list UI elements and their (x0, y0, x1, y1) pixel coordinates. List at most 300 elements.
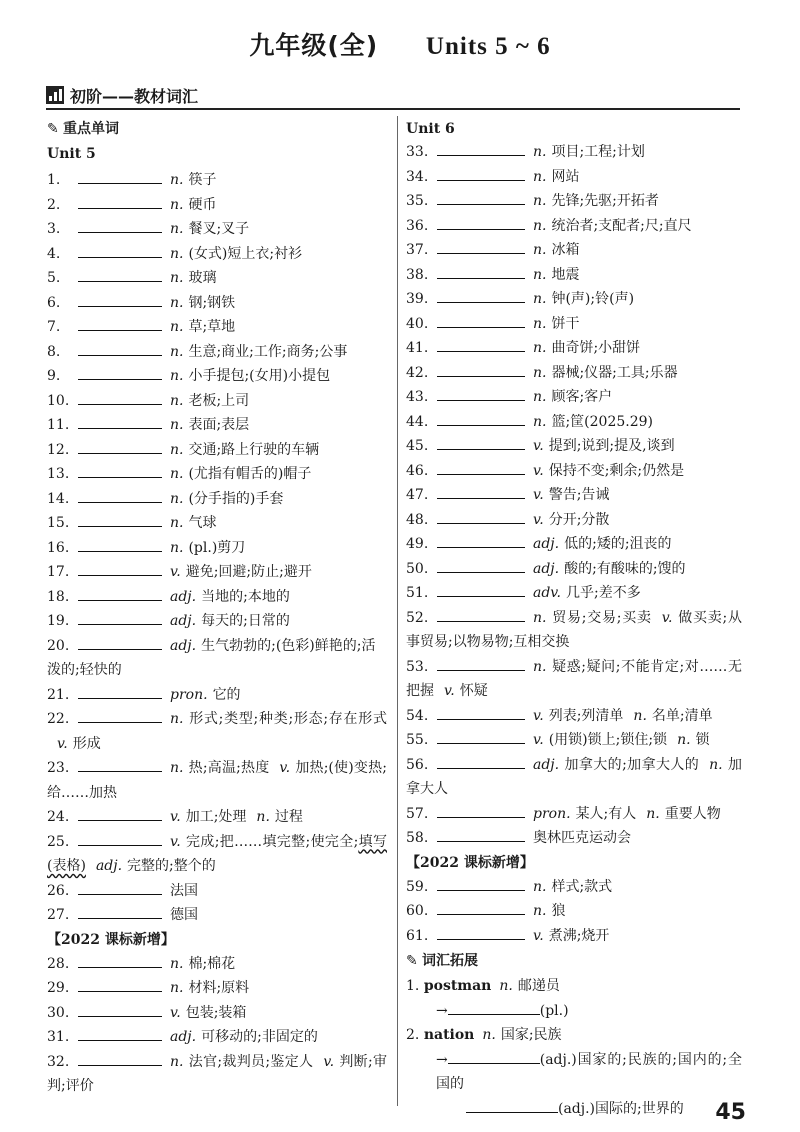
extension-derivative: → (adj.)国家的;民族的;国内的;全国的 (406, 1048, 742, 1097)
answer-blank[interactable] (437, 435, 525, 450)
item-number: 27. (47, 907, 70, 923)
definition: 生意;商业;工作;商务;公事 (188, 343, 348, 360)
definition: 统治者;支配者;尺;直尺 (551, 217, 692, 234)
answer-blank[interactable] (448, 1000, 540, 1015)
word-row (406, 385, 742, 410)
word-row (406, 312, 742, 337)
answer-blank[interactable] (78, 806, 162, 821)
new-words-label: 【2022 课标新增】 (47, 931, 175, 948)
item-number: 7. (47, 319, 61, 335)
right-column (406, 118, 742, 1121)
part-of-speech: n. (170, 515, 184, 531)
word-row (406, 140, 742, 165)
word-row (47, 560, 387, 585)
item-number: 43. (406, 389, 429, 405)
answer-blank[interactable] (437, 215, 525, 230)
definition: 餐叉;叉子 (188, 221, 250, 237)
definition: 地震 (551, 266, 580, 283)
definition: 判断;审判;评价 (47, 1053, 387, 1094)
word-row (406, 459, 742, 484)
part-of-speech: v. (170, 564, 181, 580)
word-row (47, 462, 387, 487)
word-row (47, 952, 387, 977)
word-row (406, 899, 742, 924)
item-number: 20. (47, 637, 70, 654)
answer-blank[interactable] (78, 292, 162, 307)
item-number: 35. (406, 193, 429, 209)
answer-blank[interactable] (78, 831, 162, 846)
units-title: Units 5 ~ 6 (425, 33, 551, 60)
definition: 棉;棉花 (188, 955, 236, 972)
answer-blank[interactable] (78, 218, 162, 233)
word-row (406, 826, 742, 851)
answer-blank[interactable] (437, 827, 525, 842)
item-number: 57. (406, 805, 429, 822)
word-row (406, 753, 742, 802)
part-of-speech: pron. (533, 805, 571, 822)
item-number: 41. (406, 340, 429, 356)
definition: 重要人物 (664, 805, 721, 822)
item-number: 15. (47, 515, 70, 531)
answer-blank[interactable] (437, 509, 525, 524)
left-word-list (47, 168, 387, 928)
answer-blank[interactable] (437, 754, 525, 769)
part-of-speech: n. (170, 490, 184, 507)
item-number: 17. (47, 564, 70, 580)
definition: 曲奇饼;小甜饼 (551, 340, 641, 356)
part-of-speech: n. (533, 266, 547, 283)
item-number: 54. (406, 707, 429, 724)
item-number: 47. (406, 487, 429, 503)
answer-blank[interactable] (78, 512, 162, 527)
answer-blank[interactable] (437, 558, 525, 573)
part-of-speech: n. (533, 364, 547, 381)
item-number: 31. (47, 1029, 70, 1045)
part-of-speech: n. (677, 732, 691, 748)
part-of-speech: n. (170, 172, 184, 188)
definition: 警告;告诫 (548, 487, 610, 503)
word-row (406, 214, 742, 239)
definition: 草;草地 (188, 319, 236, 335)
part-of-speech: v. (533, 732, 544, 748)
part-of-speech: n. (170, 245, 184, 262)
part-of-speech: n. (170, 368, 184, 384)
word-row (406, 263, 742, 288)
part-of-speech: v. (533, 511, 544, 528)
word-row (47, 683, 387, 708)
item-number: 40. (406, 315, 429, 332)
answer-blank[interactable] (437, 337, 525, 352)
item-number: 51. (406, 585, 429, 601)
bar-chart-icon (46, 86, 64, 104)
answer-blank[interactable] (78, 904, 162, 919)
item-number: 38. (406, 266, 429, 283)
part-of-speech: n. (170, 466, 184, 482)
part-of-speech: n. (533, 413, 547, 430)
part-of-speech: v. (533, 707, 544, 724)
answer-blank[interactable] (78, 586, 162, 601)
part-of-speech: v. (279, 760, 291, 776)
definition: (尤指有帽舌的)帽子 (188, 466, 312, 482)
word-row (406, 361, 742, 386)
part-of-speech: n. (170, 539, 184, 556)
part-of-speech: v. (170, 833, 181, 850)
part-of-speech: pron. (170, 686, 208, 703)
definition: 疑惑;疑问;不能肯定;对……无把握 (406, 658, 742, 699)
word-row (47, 707, 387, 756)
part-of-speech: n. (533, 291, 547, 307)
item-number: 19. (47, 613, 70, 629)
item-number: 37. (406, 242, 429, 258)
item-number: 49. (406, 536, 429, 552)
item-number: 58. (406, 830, 429, 846)
item-number: 59. (406, 878, 429, 895)
definition: 表面;表层 (188, 417, 250, 433)
unit-5-label: Unit 5 (47, 146, 96, 162)
answer-blank[interactable] (437, 264, 525, 279)
definition: 顾客;客户 (551, 389, 613, 405)
answer-blank[interactable] (78, 1002, 162, 1017)
part-of-speech: n. (170, 955, 184, 972)
definition: 饼干 (551, 315, 580, 332)
word-row (47, 536, 387, 561)
word-row (47, 634, 387, 683)
word-row (47, 903, 387, 928)
answer-blank[interactable] (437, 803, 525, 818)
answer-blank[interactable] (437, 313, 525, 328)
definition: (用锁)锁上;锁住;锁 (548, 732, 668, 748)
word-row (47, 976, 387, 1001)
part-of-speech: n. (533, 193, 547, 209)
word-row (406, 165, 742, 190)
definition: 可移动的;非固定的 (201, 1029, 318, 1045)
part-of-speech: n. (170, 343, 184, 360)
item-number: 4. (47, 245, 61, 262)
answer-blank[interactable] (437, 705, 525, 720)
definition-emphasis: 填写(表格) (47, 833, 387, 874)
answer-blank[interactable] (78, 1026, 162, 1041)
part-of-speech: n. (533, 903, 547, 919)
part-of-speech: n. (646, 805, 660, 822)
definition: 生气勃勃的;(色彩)鲜艳的;活泼的;轻快的 (47, 637, 376, 678)
answer-blank[interactable] (437, 288, 525, 303)
word-row (47, 217, 387, 242)
answer-blank[interactable] (78, 880, 162, 895)
part-of-speech: adj. (533, 536, 560, 552)
word-row (47, 1050, 387, 1099)
item-number: 25. (47, 833, 70, 850)
definition: 酸的;有酸味的;馊的 (564, 560, 686, 577)
part-of-speech: n. (170, 760, 184, 776)
word-row (47, 438, 387, 463)
part-of-speech: adj. (533, 560, 560, 577)
definition: 样式;款式 (551, 878, 613, 895)
section-header (46, 84, 740, 110)
answer-blank[interactable] (437, 141, 525, 156)
part-of-speech: n. (170, 294, 184, 311)
part-of-speech: n. (533, 340, 547, 356)
word-row (47, 756, 387, 805)
answer-blank[interactable] (437, 925, 525, 940)
definition: (pl.)剪刀 (188, 539, 246, 556)
definition: 每天的;日常的 (201, 613, 290, 629)
word-row (406, 581, 742, 606)
answer-blank[interactable] (78, 708, 162, 723)
item-number: 56. (406, 756, 429, 773)
word-row (47, 609, 387, 634)
item-number: 55. (406, 732, 429, 748)
answer-blank[interactable] (437, 729, 525, 744)
part-of-speech: adj. (95, 858, 123, 874)
definition: (分手指的)手套 (188, 490, 284, 507)
answer-blank[interactable] (78, 463, 162, 478)
page-title (0, 26, 800, 62)
answer-blank[interactable] (437, 656, 525, 671)
answer-blank[interactable] (448, 1049, 540, 1064)
item-number: 39. (406, 291, 429, 307)
definition: 老板;上司 (188, 392, 250, 409)
item-number: 24. (47, 809, 70, 825)
part-of-speech: n. (533, 242, 547, 258)
word-row (47, 266, 387, 291)
part-of-speech: n. (170, 441, 184, 458)
part-of-speech: n. (533, 609, 547, 626)
part-of-speech: adj. (170, 613, 197, 629)
item-number: 28. (47, 955, 70, 972)
part-of-speech: v. (170, 809, 181, 825)
definition: 煮沸;烧开 (548, 927, 610, 944)
answer-blank[interactable] (437, 239, 525, 254)
extension-item: 2. nation n. 国家;民族 (406, 1027, 562, 1043)
definition: 保持不变;剩余;仍然是 (548, 462, 685, 479)
answer-blank[interactable] (78, 1051, 162, 1066)
item-number: 12. (47, 441, 70, 458)
word-row (47, 879, 387, 904)
word-row (406, 434, 742, 459)
word-row (47, 805, 387, 830)
definition: 低的;矮的;沮丧的 (564, 536, 672, 552)
part-of-speech: adj. (170, 1029, 197, 1045)
vocab-extension-heading: ✎ 词汇拓展 (406, 948, 742, 974)
word-row (47, 242, 387, 267)
part-of-speech: adj. (170, 637, 197, 654)
item-number: 44. (406, 413, 429, 430)
part-of-speech: n. (533, 144, 547, 160)
part-of-speech: n. (709, 756, 723, 773)
part-of-speech: adj. (533, 756, 560, 773)
part-of-speech: adj. (170, 588, 197, 605)
word-row (406, 802, 742, 827)
definition: 材料;原料 (188, 980, 250, 996)
word-row (47, 193, 387, 218)
answer-blank[interactable] (78, 537, 162, 552)
word-row (406, 287, 742, 312)
definition: 完成;把……填完整;使完全; (185, 833, 359, 850)
item-number: 6. (47, 294, 61, 311)
right-word-list (406, 140, 742, 851)
word-row (47, 168, 387, 193)
answer-blank[interactable] (78, 341, 162, 356)
definition: 它的 (212, 686, 241, 703)
extension-item: 1. postman n. 邮递员 (406, 978, 560, 994)
definition: 狼 (551, 903, 566, 919)
definition: 筷子 (188, 172, 217, 188)
part-of-speech: n. (533, 217, 547, 234)
answer-blank[interactable] (78, 243, 162, 258)
word-row (406, 483, 742, 508)
word-row (406, 875, 742, 900)
part-of-speech: n. (170, 270, 184, 286)
answer-blank[interactable] (437, 386, 525, 401)
word-row (406, 704, 742, 729)
grade-title: 九年级(全) (249, 31, 379, 60)
answer-blank[interactable] (78, 757, 162, 772)
answer-blank[interactable] (437, 362, 525, 377)
answer-blank[interactable] (78, 488, 162, 503)
answer-blank[interactable] (78, 267, 162, 282)
definition: 做买卖;从事贸易;以物易物;互相交换 (406, 609, 742, 650)
answer-blank[interactable] (437, 607, 525, 622)
item-number: 36. (406, 217, 429, 234)
definition: 包装;装箱 (185, 1004, 247, 1021)
word-row (47, 585, 387, 610)
definition: 过程 (274, 809, 303, 825)
definition: 钢;钢铁 (188, 294, 236, 311)
answer-blank[interactable] (78, 953, 162, 968)
item-number: 33. (406, 144, 429, 160)
definition: 列表;列清单 (548, 707, 624, 724)
definition: 几乎;差不多 (566, 585, 641, 601)
part-of-speech: v. (444, 683, 455, 699)
pencil-icon: ✎ (47, 121, 59, 137)
item-number: 46. (406, 462, 429, 479)
word-row (47, 315, 387, 340)
item-number: 1. (47, 172, 61, 188)
definition: (女式)短上衣;衬衫 (188, 245, 303, 262)
part-of-speech: adv. (533, 585, 562, 601)
word-row (406, 655, 742, 704)
definition: 某人;有人 (575, 805, 637, 822)
word-row (47, 364, 387, 389)
part-of-speech: n. (170, 417, 184, 433)
definition: 法国 (170, 882, 198, 899)
item-number: 26. (47, 882, 70, 899)
part-of-speech: n. (256, 809, 270, 825)
answer-blank[interactable] (78, 977, 162, 992)
word-row (406, 557, 742, 582)
item-number: 42. (406, 364, 429, 381)
part-of-speech: n. (170, 196, 184, 213)
part-of-speech: n. (170, 392, 184, 409)
part-of-speech: n. (170, 711, 184, 727)
answer-blank[interactable] (78, 414, 162, 429)
answer-blank[interactable] (78, 561, 162, 576)
answer-blank[interactable] (78, 439, 162, 454)
item-number: 16. (47, 539, 70, 556)
part-of-speech: n. (170, 1053, 184, 1070)
extension-derivative: (adj.)国际的;世界的 (406, 1097, 742, 1122)
word-row (47, 291, 387, 316)
definition: 提到;说到;提及,谈到 (548, 438, 675, 454)
definition: 奥林匹克运动会 (533, 830, 631, 846)
right-new-word-list (406, 875, 742, 949)
word-row (47, 1001, 387, 1026)
answer-blank[interactable] (78, 390, 162, 405)
left-new-word-list (47, 952, 387, 1099)
definition: 网站 (551, 168, 580, 185)
part-of-speech: v. (170, 1004, 181, 1021)
answer-blank[interactable] (437, 460, 525, 475)
definition: 名单;清单 (651, 707, 713, 724)
word-row (47, 340, 387, 365)
definition: 硬币 (188, 196, 217, 213)
answer-blank[interactable] (437, 484, 525, 499)
definition: 交通;路上行驶的车辆 (188, 441, 320, 458)
answer-blank[interactable] (78, 194, 162, 209)
item-number: 13. (47, 466, 70, 482)
answer-blank[interactable] (78, 684, 162, 699)
answer-blank[interactable] (78, 169, 162, 184)
definition: 项目;工程;计划 (551, 144, 645, 160)
answer-blank[interactable] (78, 316, 162, 331)
answer-blank[interactable] (437, 900, 525, 915)
answer-blank[interactable] (78, 365, 162, 380)
definition: 当地的;本地的 (201, 588, 290, 605)
part-of-speech: v. (323, 1053, 335, 1070)
item-number: 45. (406, 438, 429, 454)
item-number: 2. (47, 196, 61, 213)
part-of-speech: v. (533, 462, 544, 479)
word-row (47, 830, 387, 879)
definition: 热;高温;热度 (188, 760, 270, 776)
word-row (406, 238, 742, 263)
word-row (406, 532, 742, 557)
item-number: 34. (406, 168, 429, 185)
part-of-speech: v. (533, 927, 544, 944)
definition: 先锋;先驱;开拓者 (551, 193, 659, 209)
answer-blank[interactable] (437, 166, 525, 181)
item-number: 22. (47, 711, 70, 727)
part-of-speech: n. (533, 878, 547, 895)
item-number: 29. (47, 980, 70, 996)
word-row (406, 410, 742, 435)
definition: 冰箱 (551, 242, 580, 258)
answer-blank[interactable] (437, 533, 525, 548)
item-number: 9. (47, 368, 61, 384)
word-row (406, 508, 742, 533)
answer-blank[interactable] (78, 610, 162, 625)
definition: 德国 (170, 907, 198, 923)
answer-blank[interactable] (437, 582, 525, 597)
item-number: 3. (47, 221, 61, 237)
definition: 加工;处理 (185, 809, 247, 825)
key-words-heading: ✎ 重点单词 (47, 118, 387, 140)
definition: 避免;回避;防止;避开 (185, 564, 312, 580)
word-row (406, 924, 742, 949)
part-of-speech: n. (533, 389, 547, 405)
section-label: 初阶——教材词汇 (70, 87, 199, 106)
answer-blank[interactable] (437, 190, 525, 205)
answer-blank[interactable] (437, 876, 525, 891)
definition: 器械;仪器;工具;乐器 (551, 364, 678, 381)
answer-blank[interactable] (466, 1098, 558, 1113)
answer-blank[interactable] (437, 411, 525, 426)
part-of-speech: n. (533, 315, 547, 332)
definition: 玻璃 (188, 270, 217, 286)
left-column (47, 118, 387, 1099)
definition: 钟(声);铃(声) (551, 291, 635, 307)
answer-blank[interactable] (78, 635, 162, 650)
